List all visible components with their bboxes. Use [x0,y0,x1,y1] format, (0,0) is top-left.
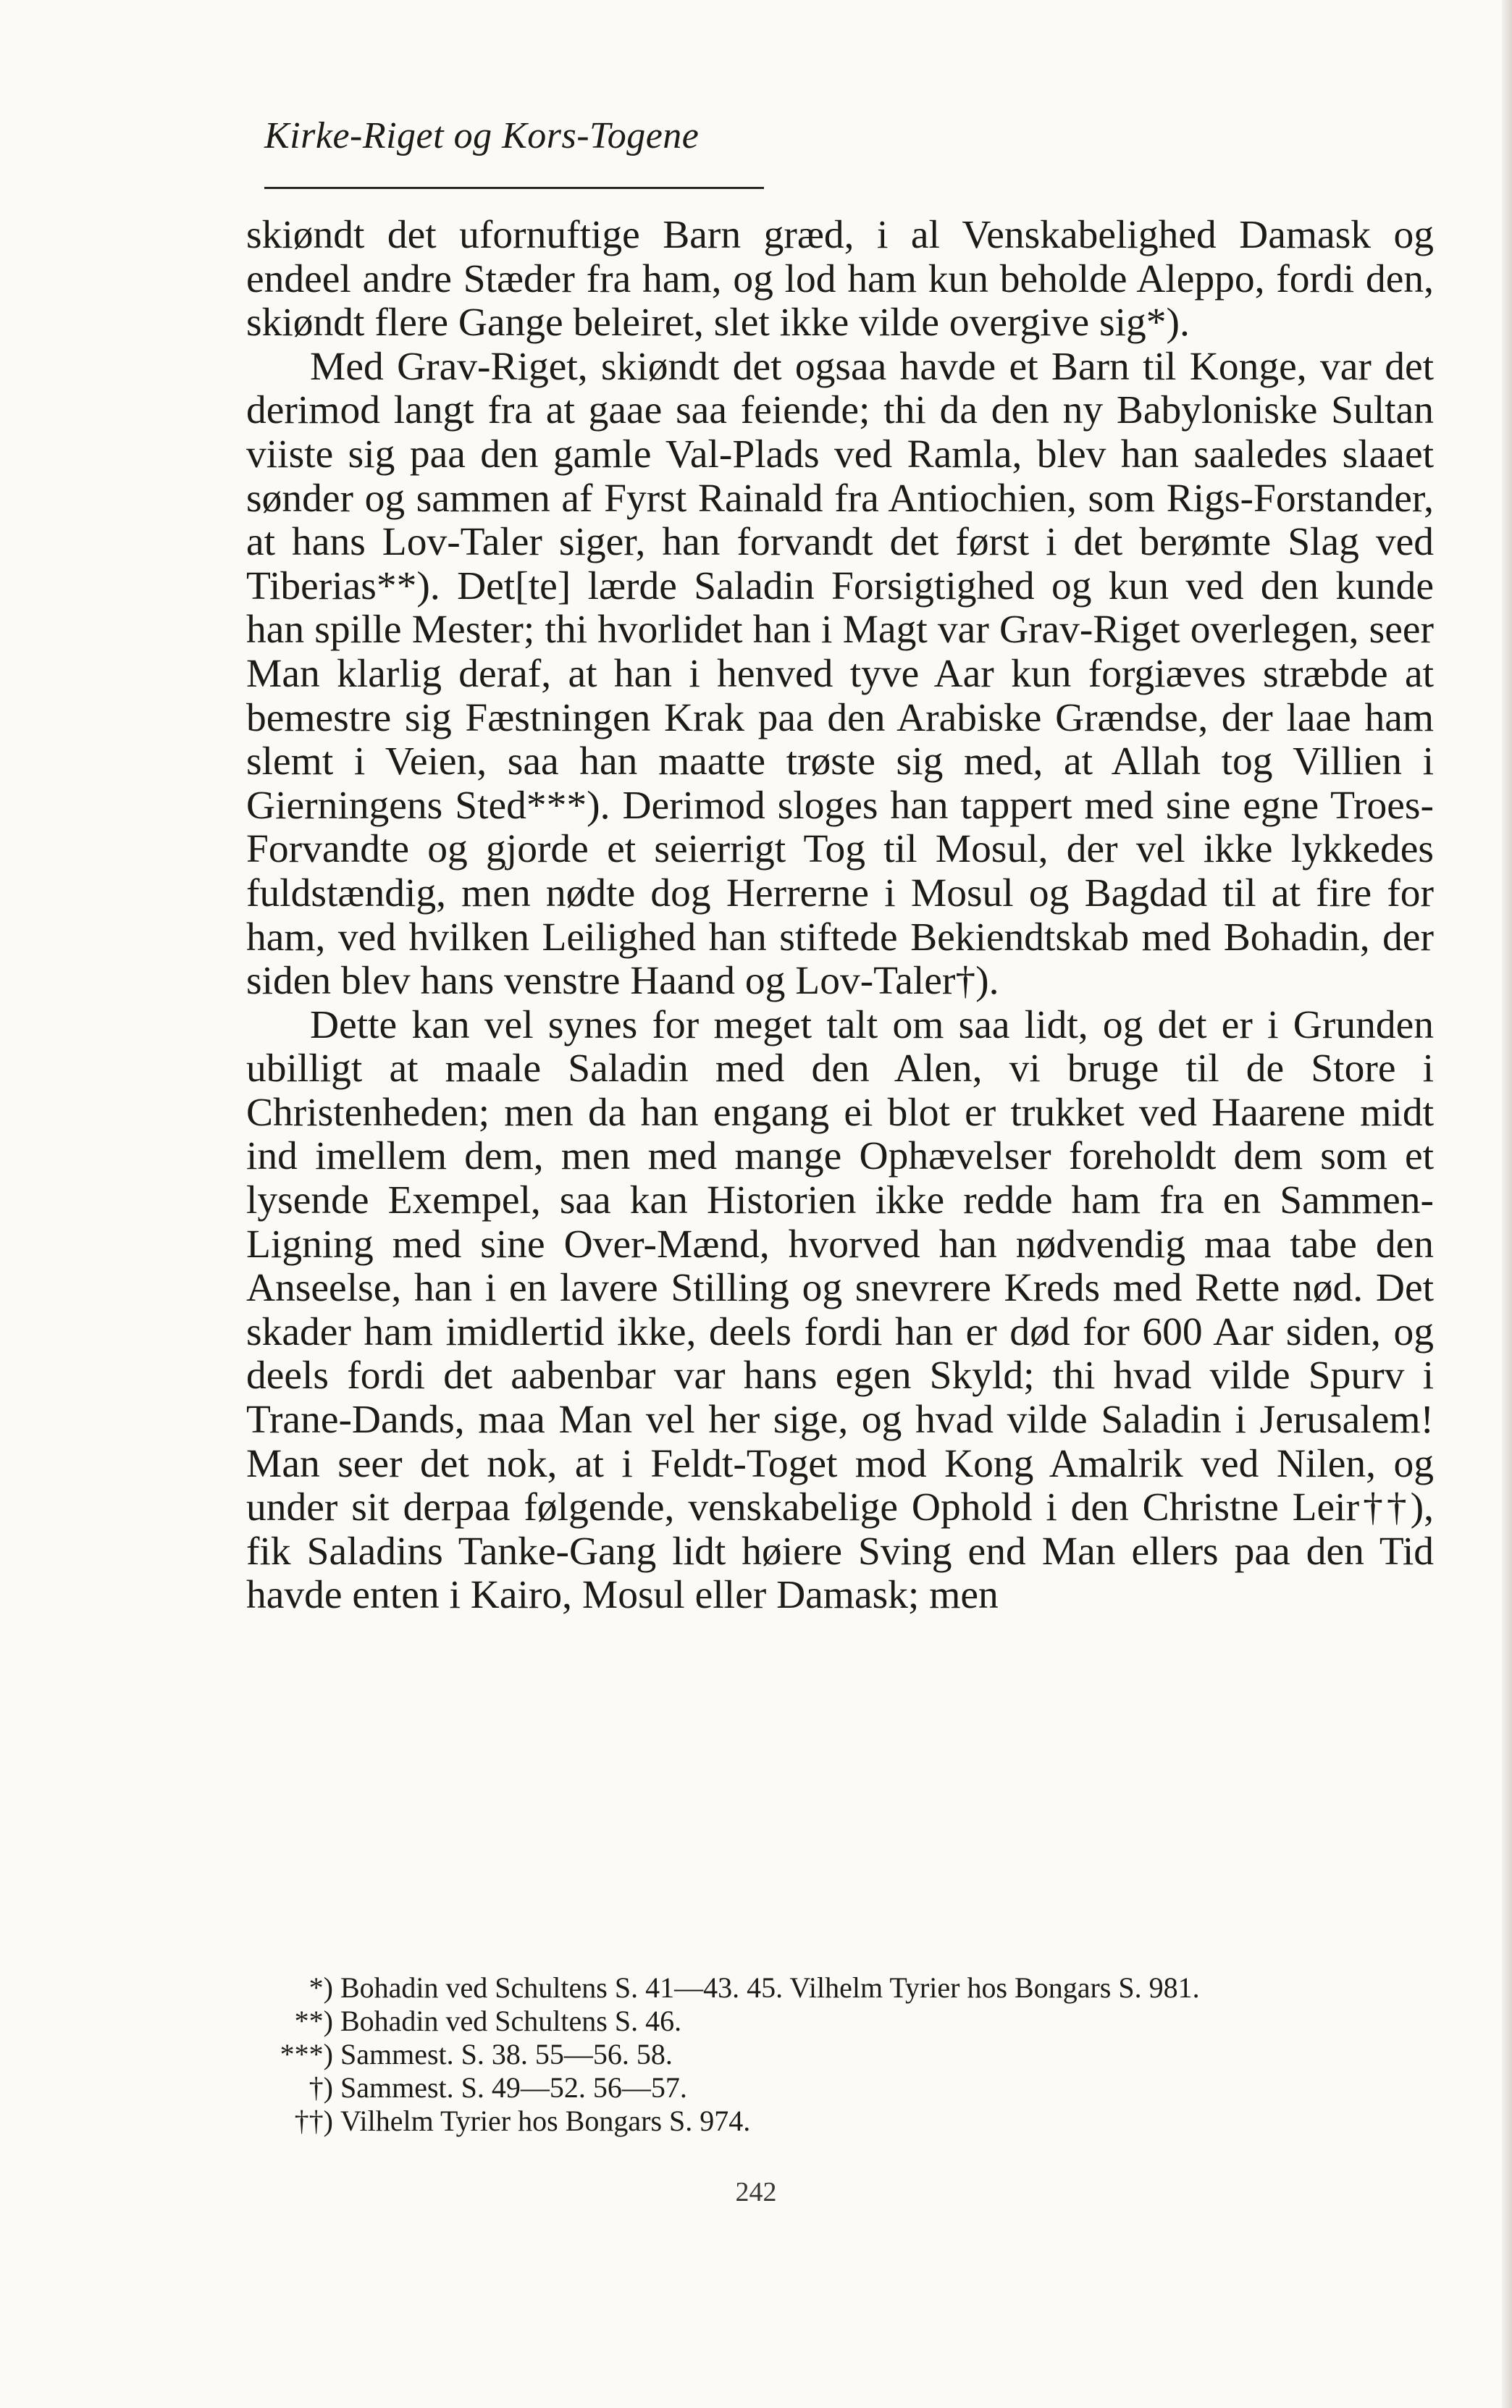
paragraph-3: Dette kan vel synes for meget talt om saa lidt, og det er i Grunden ubilligt at maale Saladin med den Alen, vi bruge til de Store i Christenheden; men da han engang ei blot er trukket ved Haarene midt ind imellem dem, men med mange Ophævelser foreholdt dem som et lysende Exempel, saa kan Historien ikke redde ham fra en Sammen-Ligning med sine Over-Mænd, hvorved han nødvendig maa tabe den Anseelse, han i en lavere Stilling og snevrere Kreds med Rette nød. Det skader ham imidlertid ikke, deels fordi han er død for 600 Aar siden, og deels fordi det aabenbar var hans egen Skyld; thi hvad vilde Spurv i Trane-Dands, maa Man vel her sige, og hvad vilde Saladin i Jerusalem! Man seer det nok, at i Feldt-Toget mod Kong Amalrik ved Nilen, og under sit derpaa følgende, venskabelige Ophold i den Christne Leir††), fik Saladins Tanke-Gang lidt høiere Sving end Man ellers paa den Tid havde enten i Kairo, Mosul eller Damask; men [246,1002,1434,1618]
footnote [246,2005,1434,2038]
footnote-mark: **) [294,2005,333,2037]
footnote-text: Sammest. S. 38. 55—56. 58. [340,2038,673,2071]
footnote [246,2071,1434,2105]
paragraph-1: skiøndt det ufornuftige Barn græd, i al Venskabelighed Damask og endeel andre Stæder fra ham, og lod ham kun beholde Aleppo, fordi den, skiøndt flere Gange beleiret, slet ikke vilde overgive sig*). [246,213,1434,345]
footnote-text: Bohadin ved Schultens S. 41—43. 45. Vilhelm Tyrier hos Bongars S. 981. [340,1971,1200,2004]
footnote-text: Bohadin ved Schultens S. 46. [340,2005,682,2037]
footnote-mark: ***) [280,2038,333,2071]
page-edge-shadow [1502,0,1512,2408]
footnote-text: Sammest. S. 49—52. 56—57. [340,2071,687,2104]
header-rule [264,187,764,189]
running-header: Kirke-Riget og Kors-Togene [264,115,700,156]
main-text [246,214,1434,1618]
footnote-text: Vilhelm Tyrier hos Bongars S. 974. [340,2105,751,2137]
footnote [246,2038,1434,2071]
footnote-mark: †) [308,2071,333,2104]
footnote [246,2105,1434,2138]
footnote-mark: *) [308,1971,333,2004]
footnote [246,1971,1434,2005]
footnote-mark: ††) [294,2105,333,2137]
paragraph-2: Med Grav-Riget, skiøndt det ogsaa havde et Barn til Konge, var det derimod langt fra at gaae saa feiende; thi da den ny Babyloniske Sultan viiste sig paa den gamle Val-Plads ved Ramla, blev han saaledes slaaet sønder og sammen af Fyrst Rainald fra Antiochien, som Rigs-Forstander, at hans Lov-Taler siger, han forvandt det først i det berømte Slag ved Tiberias**). Det[te] lærde Saladin Forsigtighed og kun ved den kunde han spille Mester; thi hvorlidet han i Magt var Grav-Riget overlegen, seer Man klarlig deraf, at han i henved tyve Aar kun forgiæves stræbde at bemestre sig Fæstningen Krak paa den Arabiske Grændse, der laae ham slemt i Veien, saa han maatte trøste sig med, at Allah tog Villien i Gierningens Sted***). Derimod sloges han tappert med sine egne Troes-Forvandte og gjorde et seierrigt Tog til Mosul, der vel ikke lykkedes fuldstændig, men nødte dog Herrerne i Mosul og Bagdad til at fire for ham, ved hvilken Leilighed han stiftede Bekiendtskab med Bohadin, der siden blev hans venstre Haand og Lov-Taler†). [246,344,1434,1004]
footnotes [246,1971,1434,2138]
page-number: 242 [735,2177,777,2207]
